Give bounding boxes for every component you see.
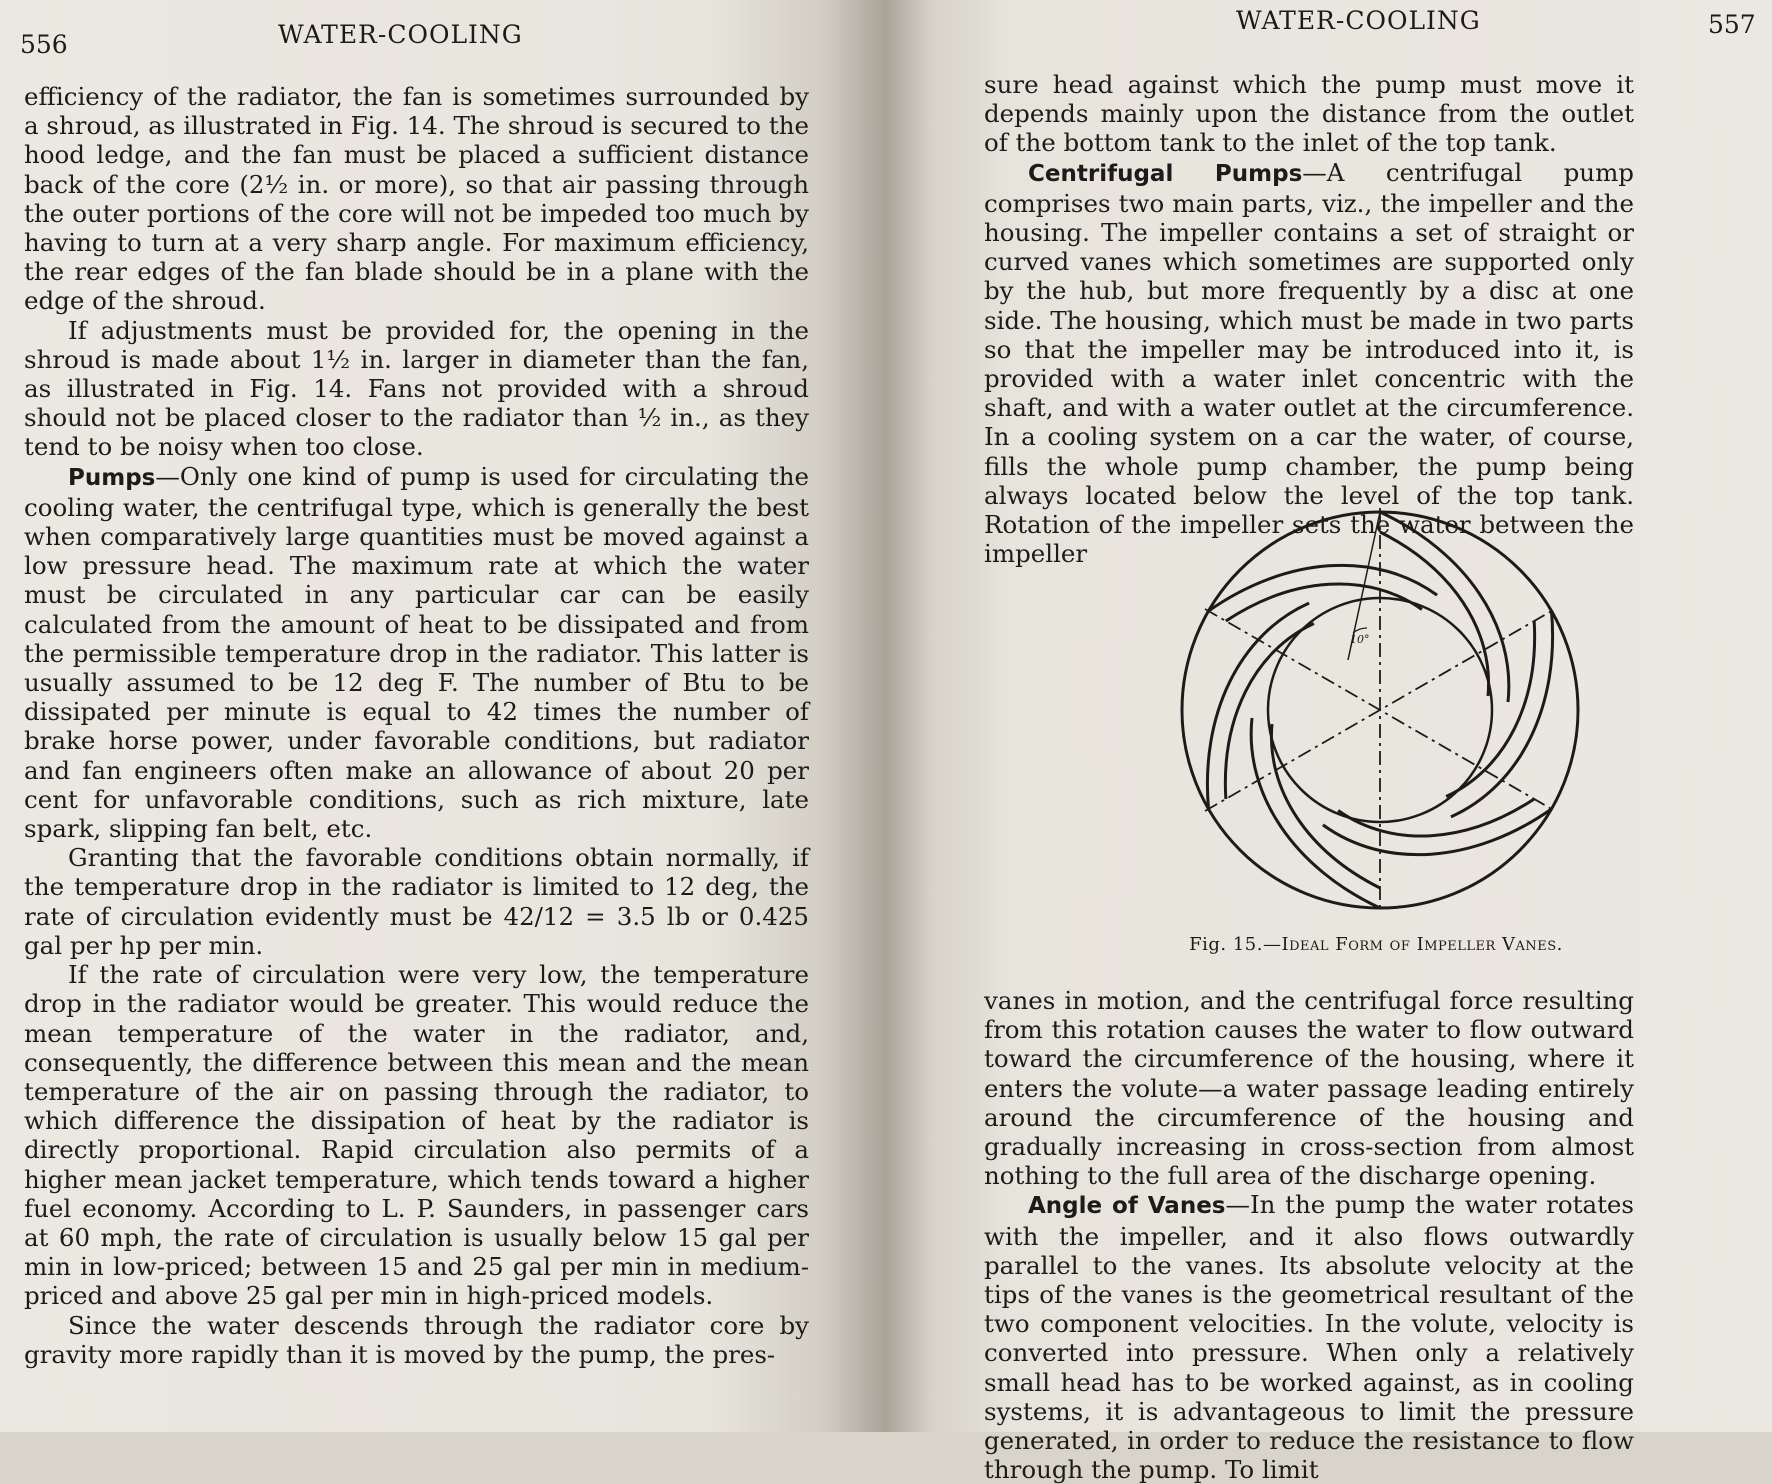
figure-caption: Fig. 15.—Ideal Form of Impeller Vanes. bbox=[1189, 934, 1563, 955]
impeller-vanes-figure bbox=[1170, 500, 1590, 920]
paragraph: Granting that the favorable conditions obtain normally, if the temperature drop in the radiator is limited to 12 deg, the rate of circulation evidently must be 42/12 = 3.5 lb or 0.425 gal per hp per min. bbox=[24, 843, 809, 960]
run-in-heading: Angle of Vanes bbox=[1028, 1193, 1226, 1220]
run-in-heading: Pumps bbox=[68, 464, 156, 491]
paragraph: If adjustments must be provided for, the opening in the shroud is made about 1½ in. larger in diameter than the fan, as illustrated in Fig. 14. Fans not provided with a shroud should not be placed closer to the radiator than ½ in., as they tend to be noisy when too close. bbox=[24, 315, 809, 462]
paragraph: efficiency of the radiator, the fan is sometimes surrounded by a shroud, as illustrated in Fig. 14. The shroud is secured to the hood ledge, and the fan must be placed a sufficient distance back of the core (2½ in. or more), so that air passing through the outer portions of the core will not be impeded too much by having to turn at a very sharp angle. For maximum efficiency, the rear edges of the fan blade should be in a plane with the edge of the shroud. bbox=[24, 82, 809, 316]
left-page bbox=[0, 0, 886, 1432]
left-text-column bbox=[24, 82, 809, 1369]
right-page bbox=[886, 0, 1772, 1484]
paragraph: Pumps—Only one kind of pump is used for circulating the cooling water, the centrifugal type, which is generally the best when comparatively large quantities must be moved against a low pressure head. The maximum rate at which the water must be circulated in any particular car can be easily calculated from the amount of heat to be dissipated and from the permissible temperature drop in the radiator. This latter is usually assumed to be 12 deg F. The number of Btu to be dissipated per minute is equal to 42 times the number of brake horse power, under favorable conditions, but radiator and fan engineers often make an allowance of about 20 per cent for unfavorable conditions, such as rich mixture, late spark, slipping fan belt, etc. bbox=[24, 461, 809, 844]
angle-label: 10° bbox=[1350, 633, 1370, 646]
run-in-heading: Centrifugal Pumps bbox=[1028, 160, 1303, 187]
paragraph: Angle of Vanes—In the pump the water rotates with the impeller, and it also flows outwardly parallel to the vanes. Its absolute velocity at the tips of the vanes is the geometrical resultant of the two component velocities. In the volute, velocity is converted into pressure. When only a relatively small head has to be worked against, as in cooling systems, it is advantageous to limit the pressure generated, in order to reduce the resistance to flow through the pump. To limit bbox=[984, 1190, 1634, 1484]
paragraph: Centrifugal Pumps—A centrifugal pump comprises two main parts, viz., the impeller and the housing. The impeller contains a set of straight or curved vanes which sometimes are supported only by the hub, but more frequently by a disc at one side. The housing, which must be made in two parts so that the impeller may be introduced into it, is provided with a water inlet concentric with the shaft, and with a water outlet at the circumference. In a cooling system on a car the water, of course, fills the whole pump chamber, the pump being always located below the level of the top tank. Rotation of the impeller sets the water between the impeller bbox=[984, 157, 1634, 569]
paragraph: vanes in motion, and the centrifugal force resulting from this rotation causes the water to flow outward toward the circumference of the housing, where it enters the volute—a water passage leading entirely around the circumference of the housing and gradually increasing in cross-section from almost nothing to the full area of the discharge opening. bbox=[984, 986, 1634, 1191]
right-text-column-top bbox=[984, 70, 1634, 568]
running-head: WATER-COOLING bbox=[278, 20, 523, 49]
right-text-column-bottom bbox=[984, 986, 1634, 1484]
paragraph: If the rate of circulation were very low, the temperature drop in the radiator would be greater. This would reduce the mean temperature of the water in the radiator, and, consequently, the difference between this mean and the mean temperature of the air on passing through the radiator, to which difference the dissipation of heat by the radiator is directly proportional. Rapid circulation also permits of a higher mean jacket temperature, which tends toward a higher fuel economy. According to L. P. Saunders, in passenger cars at 60 mph, the rate of circulation is usually below 15 gal per min in low-priced; between 15 and 25 gal per min in medium-priced and above 25 gal per min in high-priced models. bbox=[24, 960, 809, 1311]
page-number: 556 bbox=[20, 30, 68, 59]
paragraph: sure head against which the pump must move it depends mainly upon the distance from the outlet of the bottom tank to the inlet of the top tank. bbox=[984, 70, 1634, 158]
paragraph: Since the water descends through the radiator core by gravity more rapidly than it is moved by the pump, the pres- bbox=[24, 1310, 809, 1369]
page-number: 557 bbox=[1708, 10, 1756, 39]
running-head: WATER-COOLING bbox=[1236, 6, 1481, 35]
